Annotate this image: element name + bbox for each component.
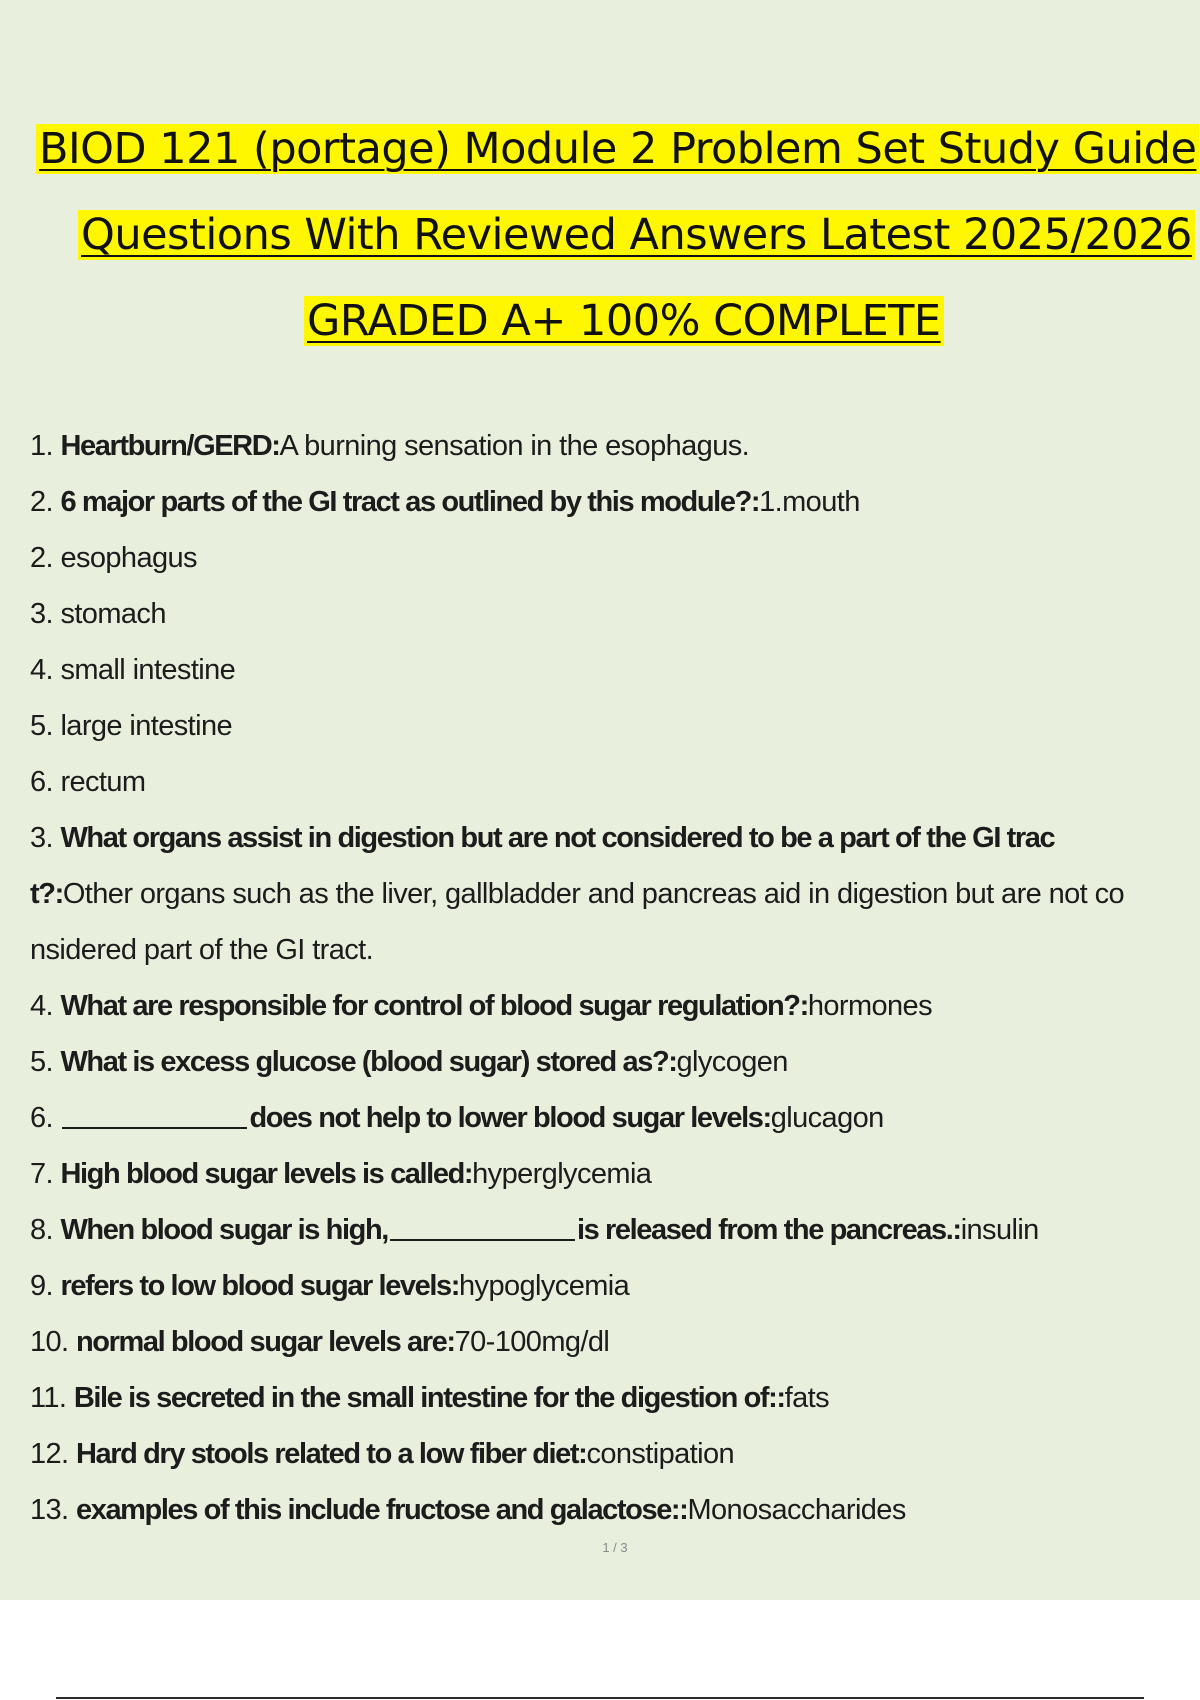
fill-in-blank (390, 1239, 575, 1241)
list-item (30, 474, 1200, 530)
list-item (30, 698, 1200, 754)
title-line-3: GRADED A+ 100% COMPLETE (304, 294, 944, 348)
question-text: refers to low blood sugar levels: (60, 1270, 460, 1302)
answer-text: 4. small intestine (30, 654, 236, 686)
question-text: 6 major parts of the GI tract as outlined by this module?: (60, 486, 760, 518)
footer-rule (56, 1697, 1144, 1699)
list-item (30, 1426, 1200, 1482)
list-item (30, 810, 1200, 866)
item-number: 12. (30, 1438, 76, 1470)
item-number: 7. (30, 1158, 61, 1190)
list-item (30, 1314, 1200, 1370)
answer-text: 70-100mg/dl (454, 1326, 610, 1358)
answer-text: 5. large intestine (30, 710, 232, 742)
fill-in-blank (62, 1127, 247, 1129)
answer-text: Monosaccharides (687, 1494, 906, 1526)
title-line-1: BIOD 121 (portage) Module 2 Problem Set Study Guide (36, 122, 1199, 176)
list-item (30, 1370, 1200, 1426)
list-item (30, 866, 1200, 922)
page-indicator: 1 / 3 (602, 1540, 628, 1555)
item-number: 8. (30, 1214, 61, 1246)
item-number: 11. (30, 1382, 74, 1414)
answer-text: glucagon (770, 1102, 884, 1134)
answer-text: 1.mouth (759, 486, 860, 518)
item-number: 9. (30, 1270, 61, 1302)
list-item (30, 530, 1200, 586)
question-text: What organs assist in digestion but are not considered to be a part of the GI trac (60, 822, 1055, 854)
item-number: 10. (30, 1326, 76, 1358)
list-item (30, 418, 1200, 474)
list-item (30, 642, 1200, 698)
list-item (30, 1090, 1200, 1146)
list-item (30, 586, 1200, 642)
list-item (30, 1034, 1200, 1090)
title-line-2: Questions With Reviewed Answers Latest 2025/2026 (78, 208, 1195, 262)
question-text: does not help to lower blood sugar levels: (249, 1102, 771, 1134)
answer-text: hypoglycemia (459, 1270, 630, 1302)
question-text: Hard dry stools related to a low fiber diet: (75, 1438, 587, 1470)
list-item (30, 922, 1200, 978)
answer-text: hyperglycemia (472, 1158, 652, 1190)
item-number: 4. (30, 990, 61, 1022)
question-text: normal blood sugar levels are: (75, 1326, 455, 1358)
list-item (30, 754, 1200, 810)
answer-text: constipation (586, 1438, 735, 1470)
item-number: 13. (30, 1494, 76, 1526)
item-number: 6. (30, 1102, 61, 1134)
answer-text: 2. esophagus (30, 542, 197, 574)
answer-text: glycogen (676, 1046, 788, 1078)
question-text: High blood sugar levels is called: (60, 1158, 473, 1190)
list-item (30, 1482, 1200, 1538)
list-item (30, 978, 1200, 1034)
list-item (30, 1202, 1200, 1258)
answer-text: 6. rectum (30, 766, 146, 798)
question-list (30, 418, 1200, 1538)
answer-text: A burning sensation in the esophagus. (279, 430, 750, 462)
item-number: 5. (30, 1046, 61, 1078)
question-text: What are responsible for control of blood sugar regulation?: (60, 990, 808, 1022)
answer-text: fats (784, 1382, 830, 1414)
item-number: 1. (30, 430, 61, 462)
list-item (30, 1258, 1200, 1314)
list-item (30, 1146, 1200, 1202)
answer-text: insulin (960, 1214, 1039, 1246)
question-text: Heartburn/GERD: (60, 430, 280, 462)
answer-text: hormones (807, 990, 932, 1022)
question-text: is released from the pancreas.: (576, 1214, 961, 1246)
question-text: When blood sugar is high, (60, 1214, 388, 1246)
item-number: 2. (30, 486, 61, 518)
question-text: Bile is secreted in the small intestine for the digestion of:: (73, 1382, 785, 1414)
question-text: examples of this include fructose and galactose:: (75, 1494, 688, 1526)
answer-text: nsidered part of the GI tract. (30, 934, 374, 966)
answer-text: 3. stomach (30, 598, 166, 630)
question-text: t?: (30, 878, 63, 910)
question-text: What is excess glucose (blood sugar) stored as?: (60, 1046, 677, 1078)
answer-text: Other organs such as the liver, gallbladder and pancreas aid in digestion but are not co (62, 878, 1125, 910)
item-number: 3. (30, 822, 61, 854)
